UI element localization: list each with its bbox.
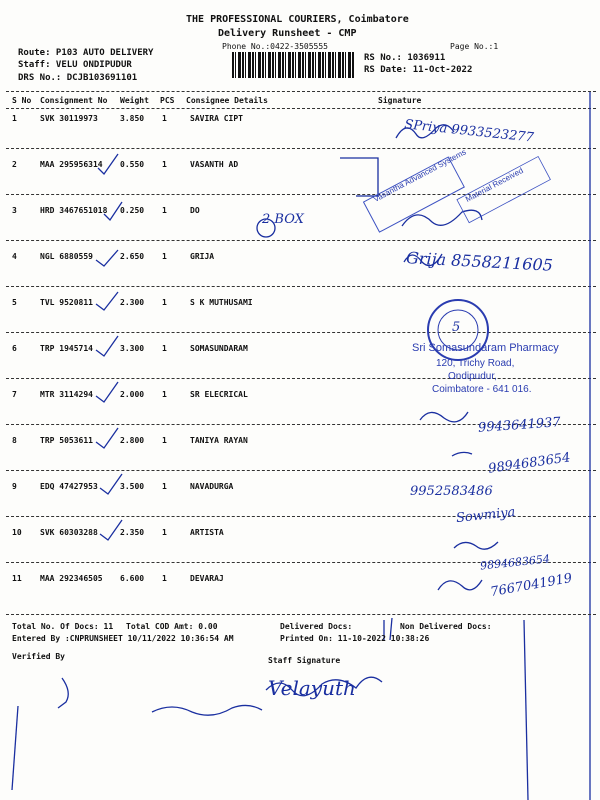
cell-pcs: 1 xyxy=(162,114,167,123)
cell-pcs: 1 xyxy=(162,160,167,169)
cell-consignee: SR ELECRICAL xyxy=(190,390,248,399)
cell-consignment: TRP 1945714 xyxy=(40,344,93,353)
check-mark xyxy=(104,202,122,220)
staff: Staff: VELU ONDIPUDUR xyxy=(18,60,132,70)
check-mark xyxy=(96,382,118,402)
staff-signature: Velayuth xyxy=(268,676,356,700)
cell-sno: 1 xyxy=(12,114,17,123)
cell-sno: 2 xyxy=(12,160,17,169)
cell-consignee: DEVARAJ xyxy=(190,574,224,583)
cell-consignment: MAA 295956314 xyxy=(40,160,103,169)
check-mark xyxy=(100,520,122,540)
check-mark xyxy=(96,336,118,356)
cell-consignment: MTR 3114294 xyxy=(40,390,93,399)
delivered-docs: Delivered Docs: xyxy=(280,622,353,631)
bracket-mark xyxy=(340,158,378,196)
box-note: 2 BOX xyxy=(262,212,304,227)
document-title: Delivery Runsheet - CMP xyxy=(218,28,357,39)
cell-consignment: SVK 60303288 xyxy=(40,528,98,537)
cell-consignee: S K MUTHUSAMI xyxy=(190,298,253,307)
divider xyxy=(6,614,596,615)
cell-sno: 10 xyxy=(12,528,22,537)
cell-consignment: TVL 9520811 xyxy=(40,298,93,307)
signature-scribble xyxy=(454,542,498,549)
signature-4: Grija 8558211605 xyxy=(405,248,554,275)
received-stamp-text: Material Received xyxy=(464,165,525,204)
cell-pcs: 1 xyxy=(162,298,167,307)
cell-pcs: 1 xyxy=(162,482,167,491)
total-docs: Total No. Of Docs: 11 xyxy=(12,622,114,631)
cell-sno: 9 xyxy=(12,482,17,491)
col-consignment: Consignment No xyxy=(40,96,108,105)
signature-10-phone: 9894683654 xyxy=(479,552,551,573)
cell-consignee: DO xyxy=(190,206,200,215)
page-number: Page No.:1 xyxy=(450,42,499,51)
signature-scribble xyxy=(438,580,482,590)
cell-consignee: NAVADURGA xyxy=(190,482,234,491)
entered-by: Entered By :CNPRUNSHEET 10/11/2022 10:36:54 AM xyxy=(12,634,234,643)
non-delivered-docs: Non Delivered Docs: xyxy=(400,622,492,631)
margin-line xyxy=(524,620,528,800)
cell-consignee: GRIJA xyxy=(190,252,215,261)
check-mark xyxy=(98,154,118,174)
cell-weight: 0.250 xyxy=(120,206,145,215)
cell-weight: 3.500 xyxy=(120,482,145,491)
cell-weight: 3.300 xyxy=(120,344,145,353)
verified-scribble xyxy=(58,678,68,708)
signature-scribble xyxy=(420,412,468,422)
printed-on: Printed On: 11-10-2022 10:38:26 xyxy=(280,634,430,643)
cell-weight: 6.600 xyxy=(120,574,145,583)
company-name: THE PROFESSIONAL COURIERS, Coimbatore xyxy=(186,14,409,25)
phone-number: Phone No.:0422-3505555 xyxy=(222,42,328,51)
cell-sno: 8 xyxy=(12,436,17,445)
route: Route: P103 AUTO DELIVERY xyxy=(18,48,154,58)
cell-pcs: 1 xyxy=(162,436,167,445)
col-weight: Weight xyxy=(120,96,149,105)
cell-consignment: SVK 30119973 xyxy=(40,114,98,123)
cell-pcs: 1 xyxy=(162,390,167,399)
cell-consignee: SOMASUNDARAM xyxy=(190,344,248,353)
cell-consignment: EDQ 47427953 xyxy=(40,482,98,491)
cell-consignee: TANIYA RAYAN xyxy=(190,436,248,445)
cell-weight: 2.800 xyxy=(120,436,145,445)
signature-scribble xyxy=(452,452,472,456)
col-pcs: PCS xyxy=(160,96,175,105)
staff-signature-label: Staff Signature xyxy=(268,656,341,665)
cell-weight: 2.650 xyxy=(120,252,145,261)
received-stamp xyxy=(457,157,550,223)
check-mark xyxy=(96,428,118,448)
rs-number: RS No.: 1036911 xyxy=(364,53,446,63)
cell-pcs: 1 xyxy=(162,252,167,261)
signature-11-phone: 7667041919 xyxy=(489,570,574,601)
col-sno: S No xyxy=(12,96,32,105)
cell-weight: 3.850 xyxy=(120,114,145,123)
signature-9-phone: 9952583486 xyxy=(410,484,493,499)
cell-weight: 2.000 xyxy=(120,390,145,399)
verified-by: Verified By xyxy=(12,652,65,661)
col-consignee: Consignee Details xyxy=(186,96,268,105)
cell-sno: 6 xyxy=(12,344,17,353)
signature-1: SPriya 9933523277 xyxy=(403,117,535,146)
cell-sno: 11 xyxy=(12,574,22,583)
cell-weight: 0.550 xyxy=(120,160,145,169)
margin-line xyxy=(12,706,18,790)
cell-consignment: TRP 5053611 xyxy=(40,436,93,445)
cell-pcs: 1 xyxy=(162,528,167,537)
round-stamp-number: 5 xyxy=(452,320,461,335)
pharmacy-name: Sri Somasundaram Pharmacy xyxy=(412,342,559,354)
signature-6-phone: 9943641937 xyxy=(477,415,562,436)
signature-9-name: Sowmiya xyxy=(455,504,517,527)
verified-scribble xyxy=(152,705,262,715)
cell-consignment: HRD 3467651018 xyxy=(40,206,108,215)
cell-consignee: VASANTH AD xyxy=(190,160,239,169)
signature-8-phone: 9894683654 xyxy=(487,450,572,477)
cell-consignment: MAA 292346505 xyxy=(40,574,103,583)
rs-date: RS Date: 11-Oct-2022 xyxy=(364,65,473,75)
pharmacy-address-3: Coimbatore - 641 016. xyxy=(432,384,532,395)
cell-weight: 2.300 xyxy=(120,298,145,307)
cell-pcs: 1 xyxy=(162,344,167,353)
cell-sno: 7 xyxy=(12,390,17,399)
drs-number: DRS No.: DCJB103691101 xyxy=(18,73,138,83)
cell-sno: 3 xyxy=(12,206,17,215)
cell-consignee: ARTISTA xyxy=(190,528,224,537)
cell-weight: 2.350 xyxy=(120,528,145,537)
check-mark xyxy=(96,292,118,310)
check-mark xyxy=(96,250,118,266)
vasantha-stamp-text: Vasantha Advanced Systems xyxy=(372,147,468,204)
col-signature: Signature xyxy=(378,96,422,105)
check-mark xyxy=(100,474,122,494)
total-cod: Total COD Amt: 0.00 xyxy=(126,622,218,631)
pharmacy-address-2: Ondipudur, xyxy=(448,371,497,382)
signature-scribble xyxy=(402,210,482,226)
cell-consignee: SAVIRA CIPT xyxy=(190,114,243,123)
pharmacy-address-1: 120, Trichy Road, xyxy=(436,358,515,369)
cell-sno: 5 xyxy=(12,298,17,307)
cell-sno: 4 xyxy=(12,252,17,261)
cell-pcs: 1 xyxy=(162,574,167,583)
cell-pcs: 1 xyxy=(162,206,167,215)
cell-consignment: NGL 6880559 xyxy=(40,252,93,261)
